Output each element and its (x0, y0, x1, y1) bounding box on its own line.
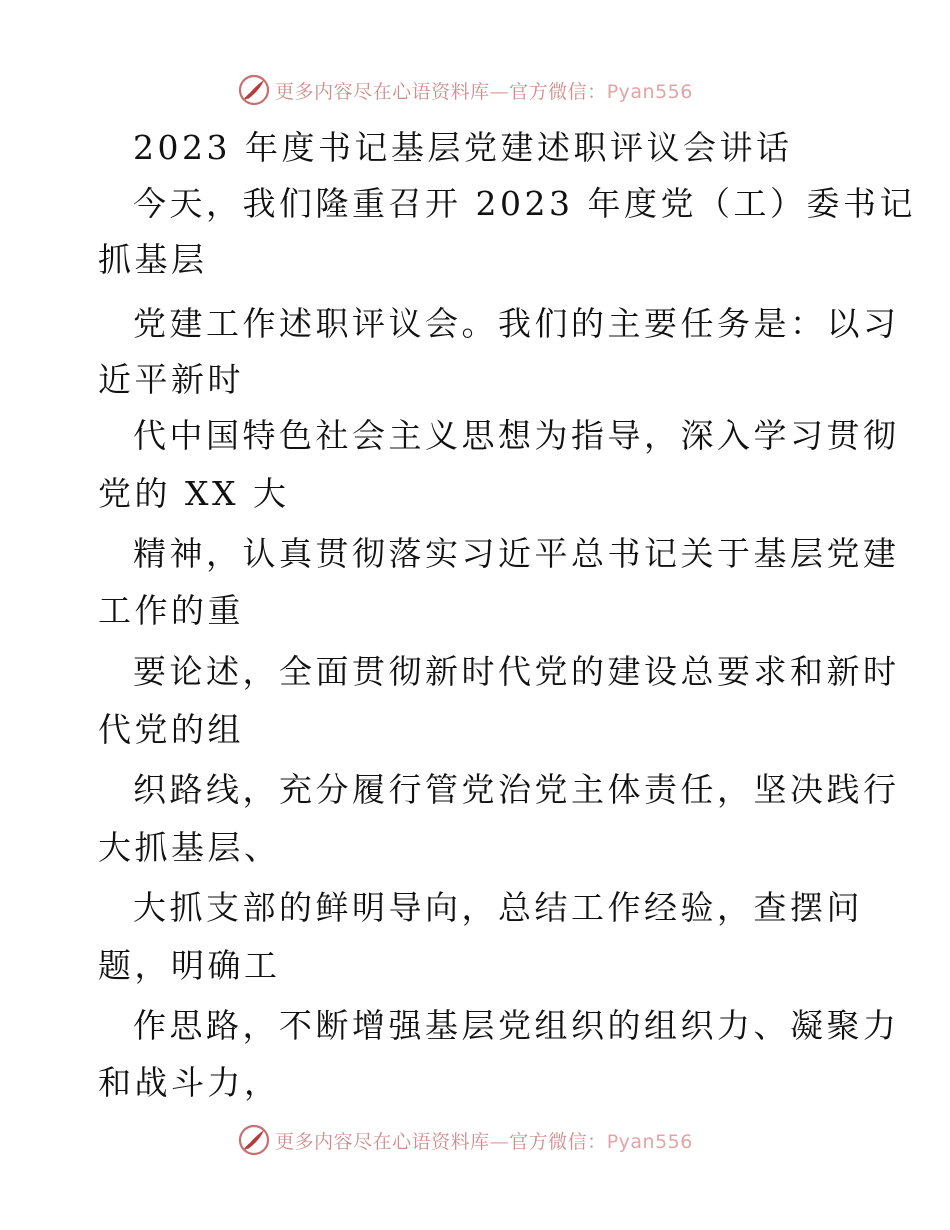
text-line: 代中国特色社会主义思想为指导，深入学习贯彻 (133, 416, 900, 455)
watermark-text (275, 1127, 693, 1154)
text-line: 织路线，充分履行管党治党主体责任，坚决践行 (133, 770, 900, 809)
text-line: 和战斗力， (98, 1063, 281, 1102)
text-line: 大抓支部的鲜明导向，总结工作经验，查摆问 (133, 888, 863, 927)
text-line: 党建工作述职评议会。我们的主要任务是：以习 (133, 304, 900, 343)
watermark-contact-label: 官方微信： (509, 1130, 607, 1153)
footer-watermark (0, 1120, 950, 1160)
text-line: 工作的重 (98, 591, 244, 630)
text-line: 党的 XX 大 (98, 474, 290, 513)
text-line: 题，明确工 (98, 946, 281, 985)
watermark-text (275, 77, 693, 104)
text-line: 作思路，不断增强基层党组织的组织力、凝聚力 (133, 1006, 900, 1045)
watermark-separator: — (489, 80, 510, 103)
text-line: 近平新时 (98, 360, 244, 399)
header-watermark (0, 70, 950, 110)
quill-logo-icon (237, 1123, 271, 1157)
watermark-contact-id: Pyan556 (606, 80, 693, 103)
watermark-brand: 更多内容尽在心语资料库 (275, 80, 490, 103)
text-line: 抓基层 (98, 240, 208, 279)
quill-logo-icon (237, 73, 271, 107)
watermark-separator: — (489, 1130, 510, 1153)
text-line: 要论述，全面贯彻新时代党的建设总要求和新时 (133, 652, 900, 691)
watermark-contact-id: Pyan556 (606, 1130, 693, 1153)
text-line: 大抓基层、 (98, 828, 281, 867)
watermark-brand: 更多内容尽在心语资料库 (275, 1130, 490, 1153)
text-line: 代党的组 (98, 710, 244, 749)
text-line: 今天，我们隆重召开 2023 年度党（工）委书记 (133, 184, 916, 223)
text-line: 精神，认真贯彻落实习近平总书记关于基层党建 (133, 534, 900, 573)
watermark-contact-label: 官方微信： (509, 80, 607, 103)
document-title: 2023 年度书记基层党建述职评议会讲话 (133, 128, 793, 167)
